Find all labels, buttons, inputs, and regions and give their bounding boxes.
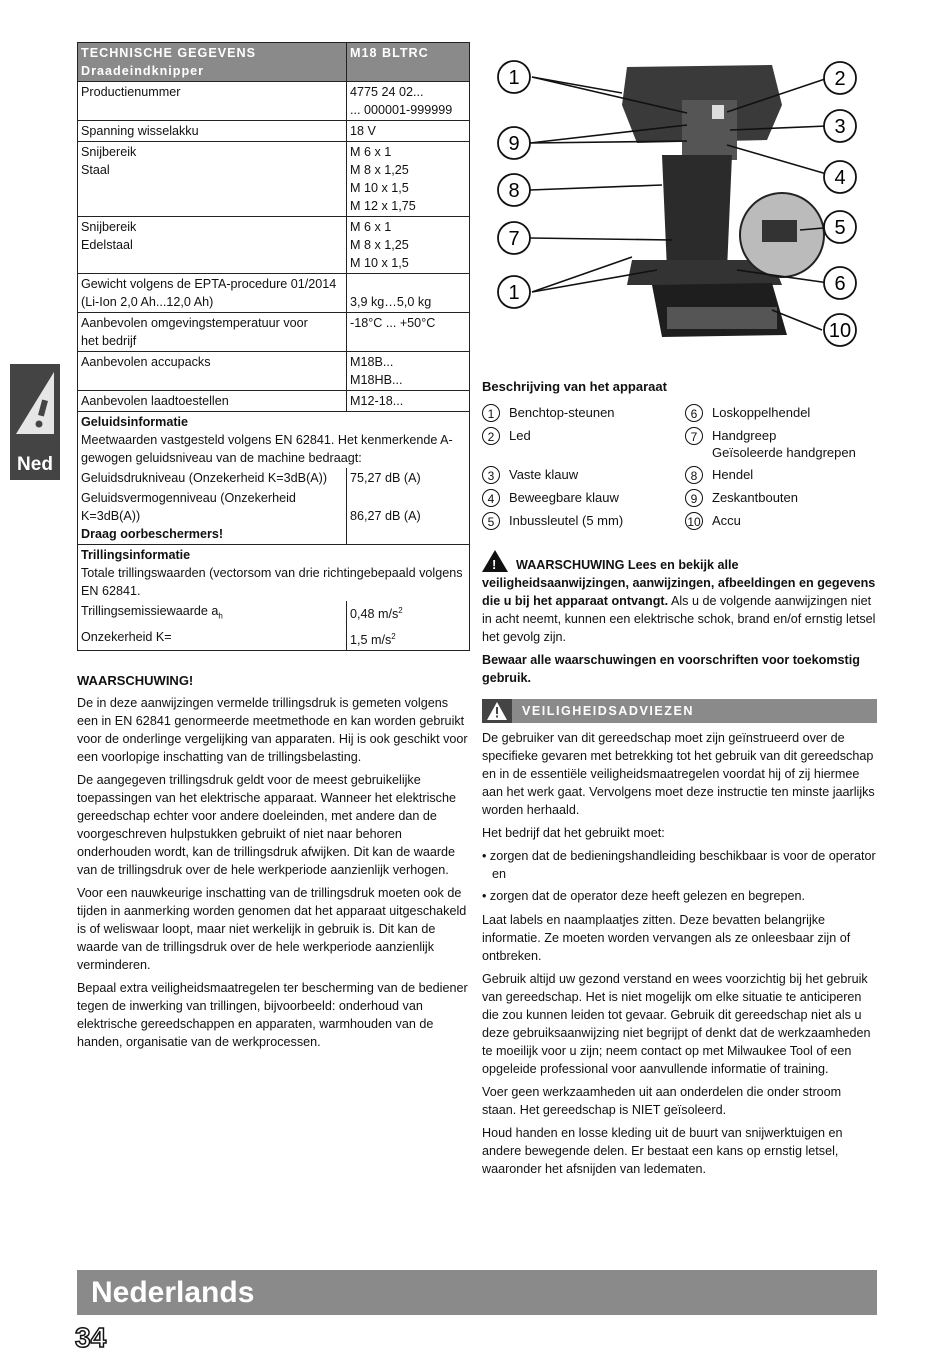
spec-header-right: M18 BLTRC — [347, 43, 470, 82]
noise-power-value: 86,27 dB (A) — [347, 488, 470, 545]
spec-label: Gewicht volgens de EPTA-procedure 01/2014 (Li-Ion 2,0 Ah...12,0 Ah) — [78, 274, 347, 313]
spec-value: 4775 24 02... ... 000001-999999 — [347, 82, 470, 121]
callout-number: 5 — [834, 217, 846, 239]
part-number: 2 — [482, 427, 500, 445]
spec-value: M12-18... — [347, 391, 470, 412]
part-item — [685, 512, 875, 530]
part-item — [685, 404, 875, 422]
tool-led — [712, 105, 724, 119]
vibration-uncertainty-value: 1,5 $m/s^2$ — [347, 627, 470, 651]
spec-label: Snijbereik Staal — [78, 142, 347, 217]
part-number: 9 — [685, 489, 703, 507]
spec-row — [78, 313, 470, 352]
part-label: Hendel — [712, 467, 754, 482]
spec-row — [78, 217, 470, 274]
safety-paragraph: Gebruik altijd uw gezond verstand en wees voorzichtig bij het gebruik van gereedschap. Het is niet mogelijk om elke situatie te anticiperen die zou kunnen leiden tot gevaar. Gebruik dit gereedschap niet als u deze gebruiksaanwijzing niet begrijpt of denkt dat de werkzaamheden te moeilijk voor u zijn; neem contact op met Milwaukee Tool of een opgeleide professional voor aanvullende informatie of training. — [482, 972, 871, 1076]
general-warning: !WAARSCHUWING Lees en bekijk alle veiligheidsaanwijzingen, aanwijzingen, afbeeldingen en gegevens die u bij het apparaat ontvangt. Als u de volgende aanwijzingen niet in acht neemt, kunnen een elektrische schok, brand en/of ernstig letsel het gevolg zijn. — [482, 550, 877, 646]
part-label: Handgreep Geïsoleerde handgrepen — [712, 428, 856, 460]
callout-number: 1 — [508, 282, 520, 304]
part-item — [482, 466, 685, 484]
list-item: • zorgen dat de bedieningshandleiding beschikbaar is voor de operator en — [482, 849, 876, 881]
spec-row — [78, 82, 470, 121]
part-label: Led — [509, 428, 531, 443]
spec-row — [78, 142, 470, 217]
part-item — [685, 466, 875, 484]
part-label: Accu — [712, 513, 741, 528]
callout-number: 2 — [834, 68, 846, 90]
safety-paragraph: Laat labels en naamplaatjes zitten. Deze bevatten belangrijke informatie. Ze moeten worden vervangen als ze onleesbaar zijn of ontbreken. — [482, 913, 851, 963]
spec-row — [78, 121, 470, 142]
part-label: Zeskantbouten — [712, 490, 799, 505]
part-item — [482, 489, 685, 507]
part-item — [685, 427, 875, 461]
part-label: Loskoppelhendel — [712, 405, 811, 420]
vibration-paragraph: De in deze aanwijzingen vermelde trillingsdruk is gemeten volgens een in EN 62841 genormeerde meetmethode en kan worden gebruikt voor de onderlinge vergelijking van apparaten. Hij is ook geschikt voor een voorlopige inschatting van de trillingsbelasting. — [77, 696, 468, 764]
callout-number: 10 — [828, 320, 852, 342]
tool-handle — [662, 155, 732, 270]
spec-row — [78, 352, 470, 391]
part-number: 10 — [685, 512, 703, 530]
part-item — [482, 427, 685, 461]
spec-row — [78, 391, 470, 412]
spec-value: M 6 x 1 M 8 x 1,25 M 10 x 1,5 — [347, 217, 470, 274]
safety-heading: VEILIGHEIDSADVIEZEN — [522, 704, 694, 718]
callout-number: 4 — [834, 167, 846, 189]
spec-label: Snijbereik Edelstaal — [78, 217, 347, 274]
page-number: 34 — [75, 1322, 107, 1353]
spec-value: M 6 x 1 M 8 x 1,25 M 10 x 1,5 M 12 x 1,75 — [347, 142, 470, 217]
vibration-uncertainty-label: Onzekerheid K= — [78, 627, 347, 651]
part-item — [482, 512, 685, 530]
safety-bullet-list — [482, 847, 877, 905]
spec-header-left: TECHNISCHE GEGEVENS Draadeindknipper — [78, 43, 347, 82]
spec-table — [77, 42, 470, 651]
vibration-paragraph: Voor een nauwkeurige inschatting van de trillingsdruk moeten ook de tijden in aanmerking worden genomen dat het apparaat uitgeschakeld is of weliswaar loopt, maar niet werkelijk in gebruik is. Dit kan de waarde van de trillingsdruk over de hele werkperiode aanzienlijk verminderen. — [77, 886, 467, 972]
vibration-paragraph: De aangegeven trillingsdruk geldt voor de meest gebruikelijke toepassingen van het elektrische apparaat. Wanneer het elektrische gereedschap echter voor andere doeleinden, met andere dan de voorgeschreven hulpstukken gebruikt of niet naar behoren onderhouden wordt, kan de trillingsdruk afwijken. Dit kan de waarde van de trillingsdruk over de hele werkperiode aanzienlijk verhogen. — [77, 773, 456, 877]
description-title: Beschrijving van het apparaat — [482, 379, 667, 394]
part-number: 3 — [482, 466, 500, 484]
part-number: 4 — [482, 489, 500, 507]
spec-value: 18 V — [347, 121, 470, 142]
description-section — [482, 378, 877, 1183]
spec-value: 3,9 kg…5,0 kg — [347, 274, 470, 313]
vibration-paragraph: Bepaal extra veiligheidsmaatregelen ter bescherming van de bediener tegen de inwerking van trillingen, bijvoorbeeld: onderhoud van elektrische gereedschappen en apparaten, warmhouden van de handen, organisatie van de werkprocessen. — [77, 981, 468, 1049]
language-tab-label: Ned — [17, 454, 53, 475]
keep-instructions: Bewaar alle waarschuwingen en voorschriften voor toekomstig gebruik. — [482, 653, 860, 685]
part-label: Inbussleutel (5 mm) — [509, 513, 624, 528]
safety-paragraph: De gebruiker van dit gereedschap moet zijn geïnstrueerd over de specifieke gevaren met betrekking tot het gebruik van dit gereedschap en in de essentiële veiligheidsmaatregelen voordat hij of zij hiermee aan het werk gaat. Vervolgens moet deze instructie ten minste jaarlijks worden herhaald. — [482, 731, 875, 817]
part-label: Beweegbare klauw — [509, 490, 619, 505]
spec-label: Aanbevolen laadtoestellen — [78, 391, 347, 412]
noise-info: Geluidsinformatie Meetwaarden vastgesteld volgens EN 62841. Het kenmerkende A-gewogen geluidsniveau van de machine bedraagt: — [78, 412, 470, 469]
warning-icon — [482, 550, 508, 572]
safety-paragraph: Het bedrijf dat het gebruikt moet: — [482, 826, 665, 840]
noise-power-label: Geluidsvermogenniveau (Onzekerheid K=3dB(A)) Draag oorbeschermers! — [78, 488, 347, 545]
part-number: 8 — [685, 466, 703, 484]
product-figure — [482, 45, 877, 360]
vibration-warning-title: WAARSCHUWING! — [77, 673, 194, 688]
callout-number: 3 — [834, 116, 846, 138]
vibration-info: Trillingsinformatie Totale trillingswaarden (vectorsom van drie richtingebepaald volgens EN 62841. — [78, 545, 470, 602]
safety-paragraph: Voer geen werkzaamheden uit aan onderdelen die onder stroom staan. Het gereedschap is NIET geïsoleerd. — [482, 1085, 842, 1117]
part-item — [482, 404, 685, 422]
warning-icon — [482, 699, 512, 723]
part-label: Vaste klauw — [509, 467, 579, 482]
warning-icon — [16, 372, 54, 434]
callout-number: 9 — [508, 133, 520, 155]
noise-pressure-label: Geluidsdrukniveau (Onzekerheid K=3dB(A)) — [78, 468, 347, 488]
language-side-tab — [10, 364, 60, 480]
safety-heading-bar — [482, 699, 877, 723]
part-item — [685, 489, 875, 507]
vibration-warning-section — [77, 672, 469, 1056]
list-item: • zorgen dat de operator deze heeft gelezen en begrepen. — [482, 889, 805, 903]
vibration-emission-label: Trillingsemissiewaarde $a_h$ — [78, 601, 347, 627]
callout-number: 7 — [508, 228, 520, 250]
callout-number: 6 — [834, 273, 846, 295]
spec-label: Spanning wisselakku — [78, 121, 347, 142]
parts-list — [482, 404, 877, 530]
spec-label: Productienummer — [78, 82, 347, 121]
noise-pressure-value: 75,27 dB (A) — [347, 468, 470, 488]
callout-number: 1 — [508, 67, 520, 89]
language-footer-bar: Nederlands — [77, 1270, 877, 1315]
spec-label: Aanbevolen accupacks — [78, 352, 347, 391]
safety-paragraph: Houd handen en losse kleding uit de buurt van snijwerktuigen en andere bewegende delen. Er bestaat een kans op ernstig letsel, waaronder het afsnijden van ledematen. — [482, 1126, 843, 1176]
spec-value: -18°C ... +50°C — [347, 313, 470, 352]
spec-row — [78, 274, 470, 313]
part-number: 7 — [685, 427, 703, 445]
callout-number: 8 — [508, 180, 520, 202]
spec-label: Aanbevolen omgevingstemperatuur voor het bedrijf — [78, 313, 347, 352]
part-number: 1 — [482, 404, 500, 422]
vibration-emission-value: 0,48 $m/s^2$ — [347, 601, 470, 627]
part-label: Benchtop-steunen — [509, 405, 615, 420]
part-number: 5 — [482, 512, 500, 530]
spec-value: M18B... M18HB... — [347, 352, 470, 391]
part-number: 6 — [685, 404, 703, 422]
tool-jaw — [682, 100, 737, 160]
